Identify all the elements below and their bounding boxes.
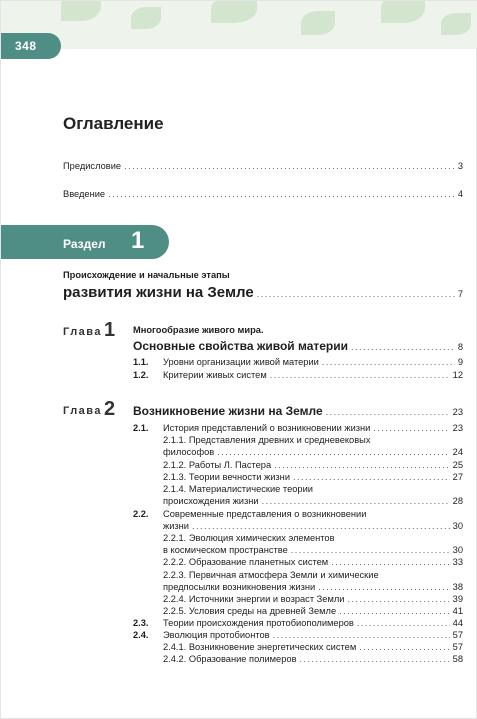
chapter-number: 2 — [104, 398, 116, 420]
toc-entry-subsection[interactable] — [133, 370, 463, 380]
dot-leader — [300, 654, 450, 664]
toc-entry-label: Эволюция протобионтов — [163, 630, 270, 640]
toc-entry-subsubsection[interactable] — [163, 642, 463, 652]
section-title-line1: Происхождение и начальные этапы — [63, 270, 230, 280]
toc-entry-subsubsection[interactable] — [163, 545, 463, 555]
toc-entry-page: 23 — [452, 423, 463, 433]
toc-entry-subsection[interactable] — [133, 630, 463, 640]
chapter-title: Возникновение жизни на Земле — [133, 404, 323, 418]
toc-entry-label: предпосылки возникновения жизни — [163, 582, 316, 592]
toc-entry-page: 33 — [452, 557, 463, 567]
dot-leader — [124, 161, 455, 171]
dot-leader — [326, 407, 450, 417]
toc-entry-subsubsection[interactable] — [163, 606, 463, 616]
dot-leader — [217, 447, 449, 457]
toc-entry-subsubsection[interactable] — [163, 472, 463, 482]
toc-entry-label: Введение — [63, 189, 106, 199]
toc-entry-page: 41 — [452, 606, 463, 616]
toc-entry-label: 2.2.2. Образование планетных систем — [163, 557, 329, 567]
dot-leader — [357, 618, 450, 628]
dot-leader — [339, 606, 450, 616]
toc-entry-label: Теории происхождения протобиополимеров — [163, 618, 354, 628]
dot-leader — [322, 357, 455, 367]
toc-entry-page: 30 — [452, 521, 463, 531]
toc-entry-label: 2.2.4. Источники энергии и возраст Земли — [163, 594, 345, 604]
toc-entry-subsection[interactable] — [163, 521, 463, 531]
toc-entry-label: 2.4.1. Возникновение энергетических систем — [163, 642, 357, 652]
toc-entry-page: 39 — [452, 594, 463, 604]
toc-entry-subsection — [133, 509, 463, 519]
chapter-label: Глава — [63, 405, 103, 417]
toc-entry-subsubsection[interactable] — [163, 460, 463, 470]
chapter-title-line1: Многообразие живого мира. — [133, 325, 264, 335]
dot-leader — [293, 472, 450, 482]
toc-entry-subsection[interactable] — [133, 423, 463, 433]
toc-entry-label: Предисловие — [63, 161, 122, 171]
toc-entry-label: Современные представления о возникновении — [163, 509, 367, 519]
toc-entry-page: 25 — [452, 460, 463, 470]
toc-entry-page: 7 — [457, 289, 463, 299]
toc-entry-page: 23 — [452, 407, 463, 417]
toc-entry-label: Критерии живых систем — [163, 370, 267, 380]
dot-leader — [262, 496, 450, 506]
toc-entry-subsubsection[interactable] — [163, 594, 463, 604]
section-number: 1 — [131, 227, 145, 254]
toc-entry-page: 38 — [452, 582, 463, 592]
section-label: Раздел — [63, 237, 106, 251]
toc-entry-label: философов — [163, 447, 215, 457]
toc-entry-label: 2.1.3. Теории вечности жизни — [163, 472, 291, 482]
toc-entry-page: 4 — [457, 189, 463, 199]
toc-entry-page: 58 — [452, 654, 463, 664]
toc-entry-label: История представлений о возникновении жизни — [163, 423, 371, 433]
subsection-number: 1.2. — [133, 370, 149, 380]
toc-entry-label: 2.2.3. Первичная атмосфера Земли и химические — [163, 570, 379, 580]
page-title: Оглавление — [63, 114, 164, 133]
toc-entry-section[interactable] — [63, 284, 463, 302]
dot-leader — [192, 521, 450, 531]
toc-entry-page: 44 — [452, 618, 463, 628]
chapter-label: Глава — [63, 326, 103, 338]
dot-leader — [273, 630, 450, 640]
dot-leader — [108, 189, 455, 199]
toc-entry-label: Уровни организации живой материи — [163, 357, 319, 367]
dot-leader — [270, 370, 450, 380]
subsection-number: 2.1. — [133, 423, 149, 433]
toc-entry-subsubsection[interactable] — [163, 447, 463, 457]
toc-entry-label: жизни — [163, 521, 190, 531]
toc-entry-page: 57 — [452, 630, 463, 640]
toc-entry-page: 27 — [452, 472, 463, 482]
toc-entry-page: 12 — [452, 370, 463, 380]
dot-leader — [373, 423, 449, 433]
toc-entry-chapter[interactable] — [133, 339, 463, 353]
toc-entry-subsection[interactable] — [133, 618, 463, 628]
subsection-number: 1.1. — [133, 357, 149, 367]
toc-entry-page: 24 — [452, 447, 463, 457]
toc-entry-page: 3 — [457, 161, 463, 171]
toc-entry-label: 2.4.2. Образование полимеров — [163, 654, 297, 664]
dot-leader — [291, 545, 450, 555]
toc-entry-page: 9 — [457, 357, 463, 367]
toc-entry-chapter[interactable] — [133, 404, 463, 418]
subsection-number: 2.4. — [133, 630, 149, 640]
toc-entry-subsection[interactable] — [133, 357, 463, 367]
decorative-leaf-band — [1, 1, 477, 49]
chapter-number: 1 — [104, 319, 116, 341]
toc-entry-page: 30 — [452, 545, 463, 555]
dot-leader — [347, 594, 449, 604]
toc-entry-page: 57 — [452, 642, 463, 652]
toc-entry-label: происхождения жизни — [163, 496, 259, 506]
chapter-title-line2: Основные свойства живой материи — [133, 339, 349, 353]
toc-entry-label: 2.1.2. Работы Л. Пастера — [163, 460, 272, 470]
dot-leader — [351, 342, 455, 352]
dot-leader — [359, 642, 449, 652]
toc-entry-preface[interactable] — [63, 161, 463, 171]
toc-entry-label: 2.2.5. Условия среды на древней Земле — [163, 606, 337, 616]
toc-entry-page: 8 — [457, 342, 463, 352]
subsection-number: 2.2. — [133, 509, 149, 519]
section-title-line2: развития жизни на Земле — [63, 284, 254, 301]
dot-leader — [257, 289, 455, 299]
toc-entry-subsubsection[interactable] — [163, 496, 463, 506]
toc-entry-subsubsection[interactable] — [163, 654, 463, 664]
dot-leader — [318, 582, 449, 592]
toc-entry-subsubsection[interactable] — [163, 557, 463, 567]
dot-leader — [274, 460, 450, 470]
toc-entry-subsubsection[interactable] — [163, 582, 463, 592]
toc-entry-label: 2.2.1. Эволюция химических элементов — [163, 533, 335, 543]
toc-entry-introduction[interactable] — [63, 189, 463, 199]
toc-entry-label: в космическом пространстве — [163, 545, 288, 555]
subsection-number: 2.3. — [133, 618, 149, 628]
toc-entry-label: 2.1.4. Материалистические теории — [163, 484, 313, 494]
toc-entry-page: 28 — [452, 496, 463, 506]
dot-leader — [331, 557, 449, 567]
toc-entry-label: 2.1.1. Представления древних и средневековых — [163, 435, 371, 445]
page-number: 348 — [1, 33, 61, 59]
